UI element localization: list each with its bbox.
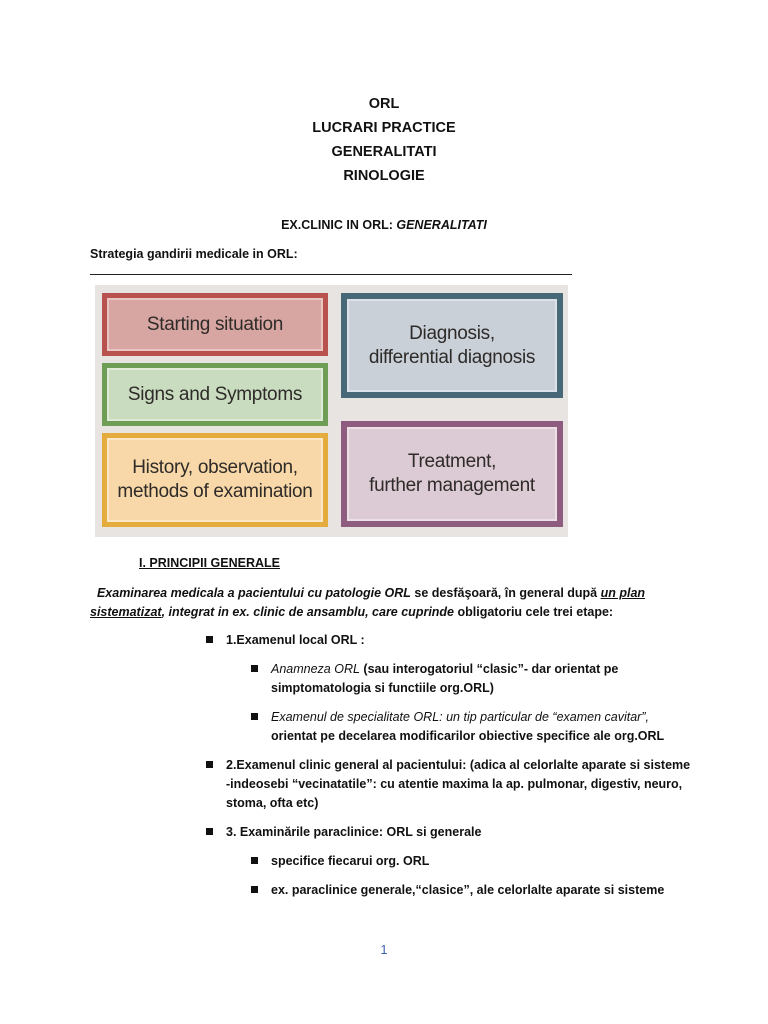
bullet-square-icon — [251, 886, 258, 893]
title-orl: ORL — [368, 96, 400, 112]
strategy-label: Strategia gandirii medicale in ORL: — [90, 247, 298, 261]
box-treatment-line1: Treatment, — [407, 451, 497, 472]
title-rinologie: RINOLOGIE — [343, 168, 425, 184]
box-starting-situation — [102, 293, 328, 356]
box-signs-and-symptoms-label: Signs and Symptoms — [127, 383, 303, 405]
box-starting-situation-label: Starting situation — [146, 313, 284, 335]
item-1-label: 1.Examenul local ORL : — [226, 633, 365, 647]
item-3-label: 3. Examinările paraclinice: ORL si generale — [226, 825, 482, 839]
box-history-line1: History, observation, — [132, 457, 298, 478]
item-1a-italic: Anamneza ORL — [271, 662, 360, 676]
title-generalitati: GENERALITATI — [331, 144, 437, 160]
bullet-square-icon — [251, 713, 258, 720]
box-history-line2: methods of examination — [117, 481, 313, 502]
item-1b — [271, 708, 691, 746]
intro-normal-2: obligatoriu cele trei etape: — [454, 605, 614, 619]
box-treatment-line2: further management — [369, 475, 535, 496]
item-3a: specifice fiecarui org. ORL — [271, 854, 430, 868]
bullet-square-icon — [251, 665, 258, 672]
subtitle — [0, 218, 768, 232]
item-1a-line1 — [271, 660, 691, 679]
intro-underlined-2: sistematizat — [90, 605, 162, 619]
item-1a-rest: (sau interogatoriul “clasic”- dar orientat pe — [359, 662, 619, 676]
box-signs-and-symptoms — [102, 363, 328, 426]
item-2 — [226, 756, 696, 813]
item-1a — [271, 660, 691, 698]
box-treatment — [341, 421, 563, 527]
intro-paragraph — [90, 584, 690, 622]
item-2-line3: stoma, ofta etc) — [226, 796, 319, 810]
item-1a-line2: simptomatologia si functiile org.ORL) — [271, 681, 494, 695]
item-2-line1: 2.Examenul clinic general al pacientului: (adica al celorlalte aparate si sisteme — [226, 758, 691, 772]
box-diagnosis — [341, 293, 563, 398]
intro-italic-2: , integrat in ex. clinic de ansamblu, care cuprinde — [161, 605, 455, 619]
title-lucrari-practice: LUCRARI PRACTICE — [312, 120, 456, 136]
page-number: 1 — [380, 943, 388, 957]
box-diagnosis-line1: Diagnosis, — [409, 322, 495, 344]
bullet-square-icon — [206, 761, 213, 768]
intro-italic-1: Examinarea medicala a pacientului cu patologie ORL — [96, 586, 411, 600]
item-1b-line2: orientat pe decelarea modificarilor obiective specifice ale org.ORL — [271, 729, 665, 743]
bullet-square-icon — [251, 857, 258, 864]
intro-line1 — [90, 584, 690, 603]
intro-line2 — [90, 603, 690, 622]
section-heading: I. PRINCIPII GENERALE — [139, 556, 280, 570]
subtitle-italic: GENERALITATI — [396, 218, 487, 232]
intro-underlined-1: un plan — [600, 586, 646, 600]
strategy-diagram — [95, 285, 568, 537]
intro-normal-1: se desfăşoară, în general după — [410, 586, 601, 600]
bullet-square-icon — [206, 636, 213, 643]
box-diagnosis-line2: differential diagnosis — [368, 346, 536, 368]
item-1b-line1: Examenul de specialitate ORL: un tip particular de “examen cavitar”, — [271, 710, 649, 724]
box-history-observation — [102, 433, 328, 527]
horizontal-rule — [90, 274, 572, 275]
item-2-line2: -indeosebi “vecinatatile”: cu atentie maxima la ap. pulmonar, digestiv, neuro, — [226, 777, 683, 791]
item-3b: ex. paraclinice generale,“clasice”, ale celorlalte aparate si sisteme — [271, 883, 665, 897]
subtitle-prefix: EX.CLINIC IN ORL: — [281, 218, 397, 232]
bullet-square-icon — [206, 828, 213, 835]
